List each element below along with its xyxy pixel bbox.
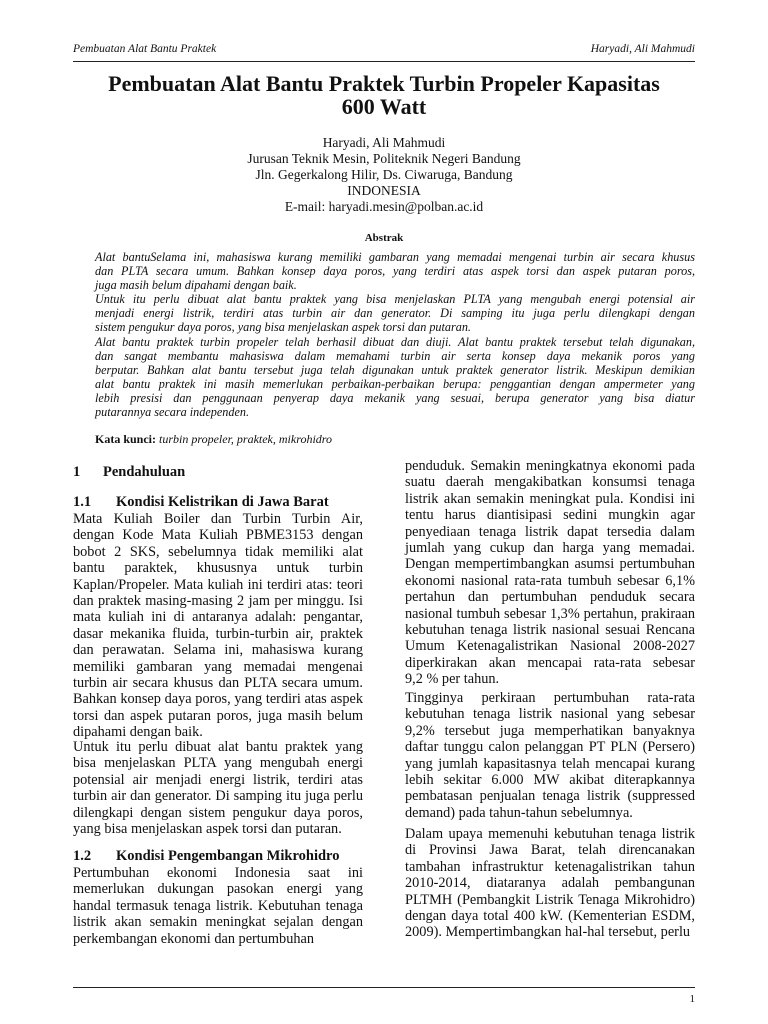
text-line: dan perawatan. Selama ini, mahasiswa kurang bbox=[73, 642, 363, 659]
text-line: turbin air secara khusus dan PLTA secara umum. bbox=[73, 675, 363, 692]
text-line: bantu paraktek, khususnya untuk turbin bbox=[73, 560, 363, 577]
running-header-title: Pembuatan Alat Bantu Praktek bbox=[73, 43, 217, 55]
subsection-heading-1-2 bbox=[73, 848, 339, 865]
keywords-label: Kata kunci: bbox=[95, 432, 157, 446]
text-line: dan praktek masing-masing 2 jam per minggu. Isi bbox=[73, 593, 363, 610]
text-line: dan PLTA secara umum. Bahkan konsep daya poros, yang terdiri atas aspek torsi dan aspek putaran poros, bbox=[95, 264, 695, 279]
section-title: Pendahuluan bbox=[103, 464, 186, 480]
text-line: 9,2 % per tahun. bbox=[405, 671, 500, 688]
text-line: yang bisa menjelaskan aspek torsi dan putaran. bbox=[73, 821, 342, 838]
subsection-number: 1.1 bbox=[73, 494, 92, 510]
text-line: turbin air dan generator. Di samping itu juga perlu bbox=[73, 788, 363, 805]
abstract-heading: Abstrak bbox=[364, 232, 404, 244]
text-line: Alat bantuSelama ini, mahasiswa kurang memiliki gambaran yang memadai mengenai turbin air secara khusus bbox=[95, 250, 695, 264]
text-line: bobot 2 SKS, sebelumnya tidak memiliki alat bbox=[73, 543, 363, 560]
text-line: juga masih belum dipahami dengan baik. bbox=[95, 278, 297, 293]
text-line: potensial air menjadi energi listrik, terdiri atas bbox=[73, 771, 363, 788]
text-line: penyediaan tenaga listrik dapat tersedia dalam bbox=[405, 523, 695, 540]
keywords-value: turbin propeler, praktek, mikrohidro bbox=[159, 432, 332, 446]
text-line: putarannya secara independen. bbox=[95, 405, 250, 420]
text-line: Tingginya perkiraan pertumbuhan rata-rata bbox=[405, 690, 695, 706]
text-line: penduduk. Semakin meningkatnya ekonomi pada bbox=[405, 458, 695, 474]
text-line: Dalam upaya memenuhi kebutuhan tenaga listrik bbox=[405, 826, 695, 842]
text-line: demand) pada tahun-tahun sebelumnya. bbox=[405, 804, 633, 821]
text-line: Bahkan konsep daya poros, yang terdiri atas aspek bbox=[73, 691, 363, 708]
text-line: dengan daya total 400 kW. (Kementerian ESDM, bbox=[405, 908, 695, 925]
paragraph bbox=[73, 511, 363, 741]
text-line: 9,2% tersebut juga memperhatikan banyaknya bbox=[405, 722, 695, 739]
authors: Haryadi, Ali Mahmudi bbox=[322, 135, 446, 150]
text-line: listrik akan semakin meningkat pula. Kondisi ini bbox=[405, 490, 695, 507]
paper-title bbox=[73, 72, 695, 118]
text-line: nasional tumbuh sebesar 1,3% pertahun, prakiraan bbox=[405, 605, 695, 622]
text-line: 2010-2014, diataranya adalah pembangunan bbox=[405, 875, 695, 892]
text-line: memiliki gambaran yang memadai mengenai bbox=[73, 658, 363, 675]
text-line: dasar mekanika fluida, turbin-turbin air, praktek bbox=[73, 625, 363, 642]
text-line: PLTMH (Pembangkit Listrik Tenaga Mikrohidro) bbox=[405, 891, 695, 908]
subsection-heading-1-1 bbox=[73, 494, 329, 511]
paragraph bbox=[73, 865, 363, 947]
text-line: di Provinsi Jawa Barat, telah direncanakan bbox=[405, 842, 695, 859]
header-rule bbox=[73, 61, 695, 62]
text-line: perkembangan ekonomi dan pertumbuhan bbox=[73, 930, 314, 947]
text-line: yang jumlah kapasitasnya telah mencapai kurang bbox=[405, 755, 695, 772]
text-line: bisa menjelaskan PLTA yang mengubah energi bbox=[73, 755, 363, 772]
section-heading-1 bbox=[73, 464, 185, 481]
text-line: jumlah yang cukup dan harga yang memadai. bbox=[405, 540, 695, 557]
text-line: dilengkapi dengan sistem pengukur daya poros, bbox=[73, 804, 363, 821]
paragraph bbox=[73, 739, 363, 837]
abstract-paragraph bbox=[95, 335, 695, 420]
text-line: listrik akan semakin meningkat sejalan dengan bbox=[73, 914, 363, 931]
abstract-body bbox=[95, 250, 695, 419]
text-line: Umum Ketenagalistrikan Nasional 2008-2027 bbox=[405, 638, 695, 655]
affiliation-address: Jln. Gegerkalong Hilir, Ds. Ciwaruga, Bandung bbox=[255, 167, 513, 182]
text-line: memerlukan dukungan pasokan energi yang bbox=[73, 881, 363, 898]
keywords bbox=[95, 432, 332, 447]
text-line: Pertumbuhan ekonomi Indonesia saat ini bbox=[73, 865, 363, 881]
text-line: kebutuhan tenaga listrik nasional yang sebesar bbox=[405, 706, 695, 723]
text-line: lebih sekitar 6.000 MW akibat diterapkannya bbox=[405, 772, 695, 789]
subsection-title: Kondisi Pengembangan Mikrohidro bbox=[116, 848, 340, 864]
title-line: 600 Watt bbox=[341, 94, 427, 119]
paragraph bbox=[405, 826, 695, 941]
author-email: E-mail: haryadi.mesin@polban.ac.id bbox=[284, 199, 484, 214]
text-line: torsi dan aspek putaran poros, juga masih belum bbox=[73, 707, 363, 724]
running-header-authors: Haryadi, Ali Mahmudi bbox=[590, 43, 695, 55]
text-line: ekonomi nasional rata-rata tumbuh sebesar 6,1% bbox=[405, 572, 695, 589]
text-line: alat bantu praktek ini masih memerlukan perbaikan-perbaikan berupa: penggantian dengan ampermeter yang bbox=[95, 376, 695, 391]
text-line: Kaplan/Propeler. Mata kuliah ini terdiri atas: teori bbox=[73, 576, 363, 593]
text-line: mata kuliah ini di antaranya adalah: pengantar, bbox=[73, 609, 363, 626]
text-line: kebutuhan tenaga listrik nasional sesuai Rencana bbox=[405, 622, 695, 639]
text-line: 2009). Mempertimbangkan hal-hal tersebut, perlu bbox=[405, 924, 691, 941]
text-line: dan sangat membantu mahasiswa dalam memahami turbin air serta konsep daya mekanik poros yang bbox=[95, 348, 695, 363]
abstract-paragraph bbox=[95, 250, 695, 292]
text-line: berputar. Bahkan alat bantu tersebut juga telah digunakan untuk praktek generator listrik. Meskipun demikian bbox=[95, 362, 695, 377]
text-line: Dengan mempertimbangkan asumsi pertumbuhan bbox=[405, 556, 695, 573]
subsection-number: 1.2 bbox=[73, 848, 92, 864]
text-line: menjadi energi listrik, terdiri atas turbin air dan generator. Di samping itu juga perlu dilengkapi dengan bbox=[95, 306, 695, 321]
text-line: Untuk itu perlu dibuat alat bantu praktek yang bbox=[73, 739, 363, 755]
abstract-paragraph bbox=[95, 292, 695, 334]
text-line: dipahami dengan baik. bbox=[73, 724, 203, 741]
paragraph bbox=[405, 690, 695, 821]
text-line: pertahun dan pertumbuhan penduduk secara bbox=[405, 589, 695, 606]
page-number: 1 bbox=[689, 993, 695, 1005]
title-line: Pembuatan Alat Bantu Praktek Turbin Propeler Kapasitas bbox=[108, 71, 660, 96]
text-line: handal termasuk tenaga listrik. Kebutuhan tenaga bbox=[73, 897, 363, 914]
text-line: daftar tunggu calon pelanggan PT PLN (Persero) bbox=[405, 739, 695, 756]
text-line: Mata Kuliah Boiler dan Turbin Turbin Air, bbox=[73, 511, 363, 527]
footer-rule bbox=[73, 987, 695, 988]
affiliation-country: INDONESIA bbox=[347, 183, 421, 198]
text-line: Alat bantu praktek turbin propeler telah berhasil dibuat dan diuji. Alat bantu praktek tersebut telah digunakan, bbox=[95, 334, 695, 349]
text-line: tambahan infrastruktur ketenagalistrikan tahun bbox=[405, 858, 695, 875]
text-line: lebih presisi dan penggunaan penyerap daya mekanik yang sesuai, berupa generator yang bisa diatur bbox=[95, 390, 695, 405]
text-line: pembatasan penjualan tenaga listrik (suppressed bbox=[405, 788, 695, 805]
text-line: suatu daerah mengakibatkan konsumsi tenaga bbox=[405, 474, 695, 491]
text-line: tentu harus diantisipasi sedini mungkin agar bbox=[405, 507, 695, 524]
text-line: Untuk itu perlu dibuat alat bantu praktek yang bisa menjelaskan PLTA yang mengubah energi potensial air bbox=[95, 292, 695, 307]
section-number: 1 bbox=[73, 464, 81, 480]
text-line: sistem pengukur daya poros, yang bisa menjelaskan aspek torsi dan putaran. bbox=[95, 320, 471, 335]
paragraph bbox=[405, 458, 695, 688]
affiliation-dept: Jurusan Teknik Mesin, Politeknik Negeri Bandung bbox=[247, 151, 521, 166]
subsection-title: Kondisi Kelistrikan di Jawa Barat bbox=[116, 494, 329, 510]
text-line: dengan Kode Mata Kuliah PBME3153 dengan bbox=[73, 527, 363, 544]
text-line: diperkirakan akan mencapai rata-rata sebesar bbox=[405, 654, 695, 671]
